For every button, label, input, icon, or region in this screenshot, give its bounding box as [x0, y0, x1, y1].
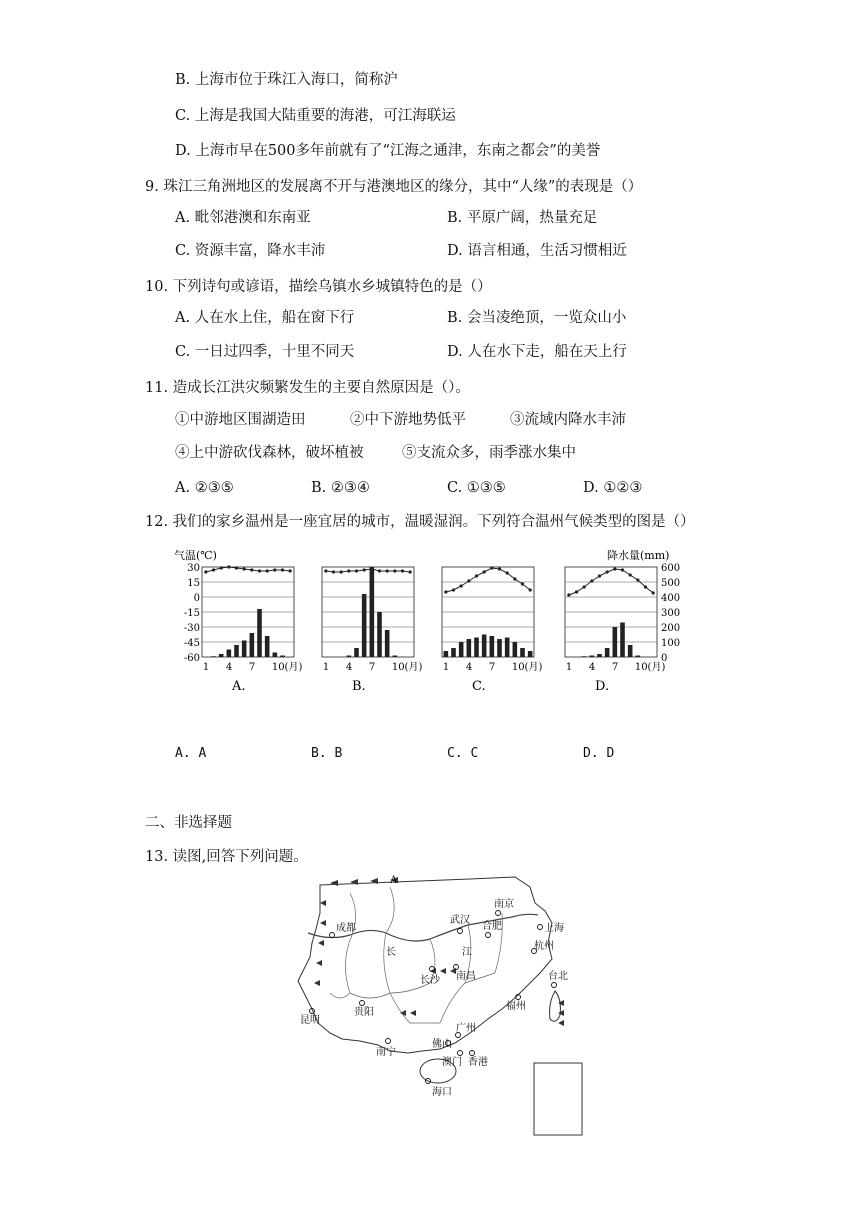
- precipitation-bar: [590, 656, 595, 658]
- precipitation-tick-label: 0: [661, 653, 668, 664]
- q11-item-4: ④上中游砍伐森林，破坏植被: [175, 445, 364, 461]
- q12-option-b: B. B: [311, 746, 343, 761]
- q9-option-b: B. 平原广阔，热量充足: [447, 210, 598, 226]
- temperature-point: [363, 568, 366, 571]
- map-label-jiang: 江: [462, 947, 472, 958]
- precipitation-bar: [219, 654, 224, 657]
- monsoon-arrows: [314, 877, 564, 1026]
- precipitation-tick-label: 300: [661, 608, 681, 619]
- map-label-hefei: 合肥: [482, 921, 502, 932]
- q12-stem: 12. 我们的家乡温州是一座宜居的城市，温暖湿润。下列符合温州气候类型的图是（）: [145, 514, 695, 530]
- temperature-point: [513, 577, 516, 580]
- panel-label: B.: [352, 679, 366, 694]
- temperature-point: [575, 590, 578, 593]
- q11-item-5: ⑤支流众多，雨季涨水集中: [402, 445, 576, 461]
- temperature-point: [393, 569, 396, 572]
- q12-option-c: C. C: [447, 746, 479, 761]
- temperature-point: [452, 588, 455, 591]
- temperature-point: [621, 568, 624, 571]
- precipitation-bar: [513, 642, 518, 657]
- map-label-guiyang: 贵阳: [354, 1007, 374, 1018]
- temperature-point: [490, 566, 493, 569]
- precipitation-bar: [497, 639, 502, 657]
- precipitation-bar: [250, 633, 255, 657]
- precipitation-bar: [459, 642, 464, 657]
- precipitation-bar: [227, 650, 232, 658]
- precipitation-bar: [520, 648, 525, 657]
- month-tick-label: 7: [611, 662, 619, 673]
- temperature-point: [498, 567, 501, 570]
- month-tick-label: 10(月): [634, 662, 666, 673]
- climate-chart-panel: [442, 566, 542, 694]
- province-borders: [330, 887, 502, 1023]
- q12-option-a: A. A: [175, 746, 207, 761]
- precipitation-bar: [370, 567, 375, 657]
- q11-option-c: C. ①③⑤: [447, 480, 506, 496]
- precipitation-bar: [234, 645, 239, 657]
- map-label-changsha: 长沙: [420, 975, 440, 986]
- map-label-foshan: 佛山: [432, 1039, 452, 1050]
- map-label-a: A: [390, 875, 398, 886]
- temperature-point: [289, 569, 292, 572]
- temperature-point: [235, 566, 238, 569]
- temperature-tick-label: 30: [187, 563, 200, 574]
- climate-chart-panel: [565, 567, 668, 694]
- precipitation-tick-label: 400: [661, 593, 681, 604]
- temperature-tick-label: 15: [187, 578, 200, 589]
- precipitation-bar: [597, 654, 602, 657]
- q11-option-b: B. ②③④: [311, 480, 370, 496]
- temperature-point: [378, 569, 381, 572]
- temperature-tick-label: -30: [183, 623, 200, 634]
- temperature-point: [212, 568, 215, 571]
- q10-option-a: A. 人在水上住，船在窗下行: [175, 310, 355, 326]
- month-tick-label: 7: [488, 662, 496, 673]
- precipitation-bar: [505, 638, 510, 658]
- panel-label: D.: [595, 679, 610, 694]
- precipitation-bar: [280, 656, 285, 658]
- precipitation-bar: [482, 635, 487, 658]
- temperature-point: [467, 579, 470, 582]
- q11-option-a: A. ②③⑤: [175, 480, 234, 496]
- precipitation-bar: [628, 645, 633, 657]
- taiwan-island: [550, 991, 561, 1021]
- month-tick-label: 4: [588, 662, 596, 673]
- precipitation-bar: [613, 627, 618, 657]
- temperature-point: [340, 570, 343, 573]
- map-label-kunming: 昆明: [300, 1015, 320, 1026]
- precipitation-axis-title: 降水量(mm): [607, 549, 670, 562]
- precipitation-bar: [528, 651, 533, 657]
- map-label-hangzhou: 杭州: [534, 941, 554, 952]
- month-tick-label: 4: [465, 662, 473, 673]
- q10-stem: 10. 下列诗句或谚语，描绘乌镇水乡城镇特色的是（）: [145, 279, 492, 295]
- q10-option-d: D. 人在水下走，船在天上行: [447, 344, 627, 360]
- q8-option-b: B. 上海市位于珠江入海口，简称沪: [175, 72, 398, 88]
- map-label-nanning: 南宁: [376, 1047, 396, 1058]
- temperature-point: [475, 574, 478, 577]
- temperature-point: [370, 567, 373, 570]
- q10-option-c: C. 一日过四季，十里不同天: [175, 344, 355, 360]
- q11-item-2: ②中下游地势低平: [350, 412, 466, 428]
- precipitation-bar: [354, 648, 359, 657]
- temperature-point: [590, 579, 593, 582]
- temperature-point: [529, 588, 532, 591]
- temperature-point: [521, 582, 524, 585]
- temperature-point: [444, 590, 447, 593]
- month-tick-label: 4: [225, 662, 233, 673]
- q9-option-a: A. 毗邻港澳和东南亚: [175, 210, 311, 226]
- month-tick-label: 7: [248, 662, 256, 673]
- precipitation-bar: [273, 653, 278, 658]
- map-label-guangzhou: 广州: [456, 1023, 476, 1034]
- temperature-point: [243, 567, 246, 570]
- south-china-sea-inset: [534, 1063, 582, 1135]
- temperature-point: [250, 568, 253, 571]
- month-tick-label: 10(月): [271, 662, 303, 673]
- q11-stem: 11. 造成长江洪灾频繁发生的主要自然原因是（）。: [145, 380, 470, 396]
- precipitation-tick-label: 500: [661, 578, 681, 589]
- map-label-haikou: 海口: [432, 1087, 452, 1098]
- precipitation-bar: [444, 651, 449, 657]
- temperature-point: [636, 578, 639, 581]
- map-label-nanjing: 南京: [494, 899, 514, 910]
- temperature-point: [606, 570, 609, 573]
- temperature-point: [483, 570, 486, 573]
- precipitation-bar: [605, 648, 610, 657]
- precipitation-bar: [211, 656, 216, 657]
- panel-label: A.: [232, 679, 246, 694]
- temperature-point: [460, 584, 463, 587]
- temperature-tick-label: -15: [183, 608, 200, 619]
- q10-option-b: B. 会当凌绝顶，一览众山小: [447, 310, 627, 326]
- precipitation-tick-label: 600: [661, 563, 681, 574]
- temperature-point: [227, 565, 230, 568]
- month-tick-label: 1: [565, 662, 573, 673]
- q9-option-d: D. 语言相通，生活习惯相近: [447, 243, 627, 259]
- month-tick-label: 10(月): [511, 662, 543, 673]
- month-tick-label: 10(月): [391, 662, 423, 673]
- precipitation-bar: [377, 612, 382, 657]
- map-label-aomen: 澳门: [442, 1057, 462, 1068]
- climate-charts-figure: [172, 545, 702, 695]
- month-tick-label: 7: [368, 662, 376, 673]
- temperature-point: [332, 570, 335, 573]
- month-tick-label: 1: [322, 662, 330, 673]
- climate-chart-panel: [202, 565, 302, 694]
- section-heading: 二、非选择题: [145, 815, 232, 831]
- china-southeast-map: [290, 873, 590, 1141]
- q11-option-d: D. ①②③: [583, 480, 643, 496]
- q13-stem: 13. 读图,回答下列问题。: [145, 849, 308, 865]
- map-label-wuhan: 武汉: [450, 915, 470, 926]
- month-tick-label: 4: [345, 662, 353, 673]
- temperature-point: [583, 585, 586, 588]
- q12-option-d: D. D: [583, 746, 615, 761]
- temperature-point: [386, 569, 389, 572]
- precipitation-bar: [451, 648, 456, 657]
- q8-option-d: D. 上海市早在500多年前就有了“江海之通津，东南之都会”的美誉: [175, 143, 601, 159]
- temperature-point: [281, 568, 284, 571]
- temperature-line: [206, 567, 290, 572]
- temperature-line: [446, 568, 530, 592]
- precipitation-bar: [257, 609, 262, 657]
- precipitation-tick-label: 200: [661, 623, 681, 634]
- q9-stem: 9. 珠江三角洲地区的发展离不开与港澳地区的缘分，其中“人缘”的表现是（）: [145, 179, 643, 195]
- temperature-point: [644, 585, 647, 588]
- temperature-point: [613, 567, 616, 570]
- q11-item-1: ①中游地区围湖造田: [175, 412, 306, 428]
- precipitation-bar: [265, 636, 270, 657]
- temperature-point: [506, 571, 509, 574]
- precipitation-bar: [582, 656, 587, 657]
- temperature-point: [409, 570, 412, 573]
- map-label-nanchang: 南昌: [456, 971, 476, 982]
- temperature-point: [347, 569, 350, 572]
- precipitation-bar: [385, 630, 390, 657]
- precipitation-bar: [474, 638, 479, 658]
- q11-item-3: ③流域内降水丰沛: [510, 412, 626, 428]
- temperature-point: [401, 569, 404, 572]
- climate-chart-panel: [322, 567, 422, 694]
- temperature-line: [326, 569, 410, 572]
- q8-option-c: C. 上海是我国大陆重要的海港，可江海联运: [175, 108, 456, 124]
- map-label-chang: 长: [386, 947, 396, 958]
- map-label-taibei: 台北: [548, 971, 568, 982]
- panel-label: C.: [472, 679, 486, 694]
- precipitation-bar: [362, 594, 367, 657]
- month-tick-label: 1: [442, 662, 450, 673]
- precipitation-bar: [490, 636, 495, 657]
- precipitation-bar: [467, 639, 472, 657]
- q9-option-c: C. 资源丰富，降水丰沛: [175, 243, 326, 259]
- precipitation-bar: [242, 641, 247, 658]
- map-label-chengdu: 成都: [336, 923, 356, 934]
- temperature-point: [598, 574, 601, 577]
- month-tick-label: 1: [202, 662, 210, 673]
- temperature-point: [273, 568, 276, 571]
- temperature-point: [204, 570, 207, 573]
- map-label-fuzhou: 福州: [506, 1001, 526, 1012]
- precipitation-bar: [620, 623, 625, 658]
- map-label-shanghai: 上海: [544, 923, 564, 934]
- temperature-tick-label: -60: [183, 653, 200, 664]
- temperature-point: [324, 569, 327, 572]
- map-label-xianggang: 香港: [468, 1057, 488, 1068]
- temperature-point: [355, 569, 358, 572]
- temperature-point: [258, 569, 261, 572]
- temperature-point: [652, 591, 655, 594]
- temperature-point: [266, 569, 269, 572]
- temperature-point: [220, 566, 223, 569]
- precipitation-bar: [347, 656, 352, 658]
- precipitation-bar: [636, 656, 641, 658]
- temperature-axis-title: 气温(℃): [174, 549, 217, 562]
- temperature-point: [629, 573, 632, 576]
- temperature-tick-label: -45: [183, 638, 200, 649]
- temperature-point: [567, 593, 570, 596]
- precipitation-bar: [393, 656, 398, 658]
- precipitation-tick-label: 100: [661, 638, 681, 649]
- temperature-tick-label: 0: [193, 593, 200, 604]
